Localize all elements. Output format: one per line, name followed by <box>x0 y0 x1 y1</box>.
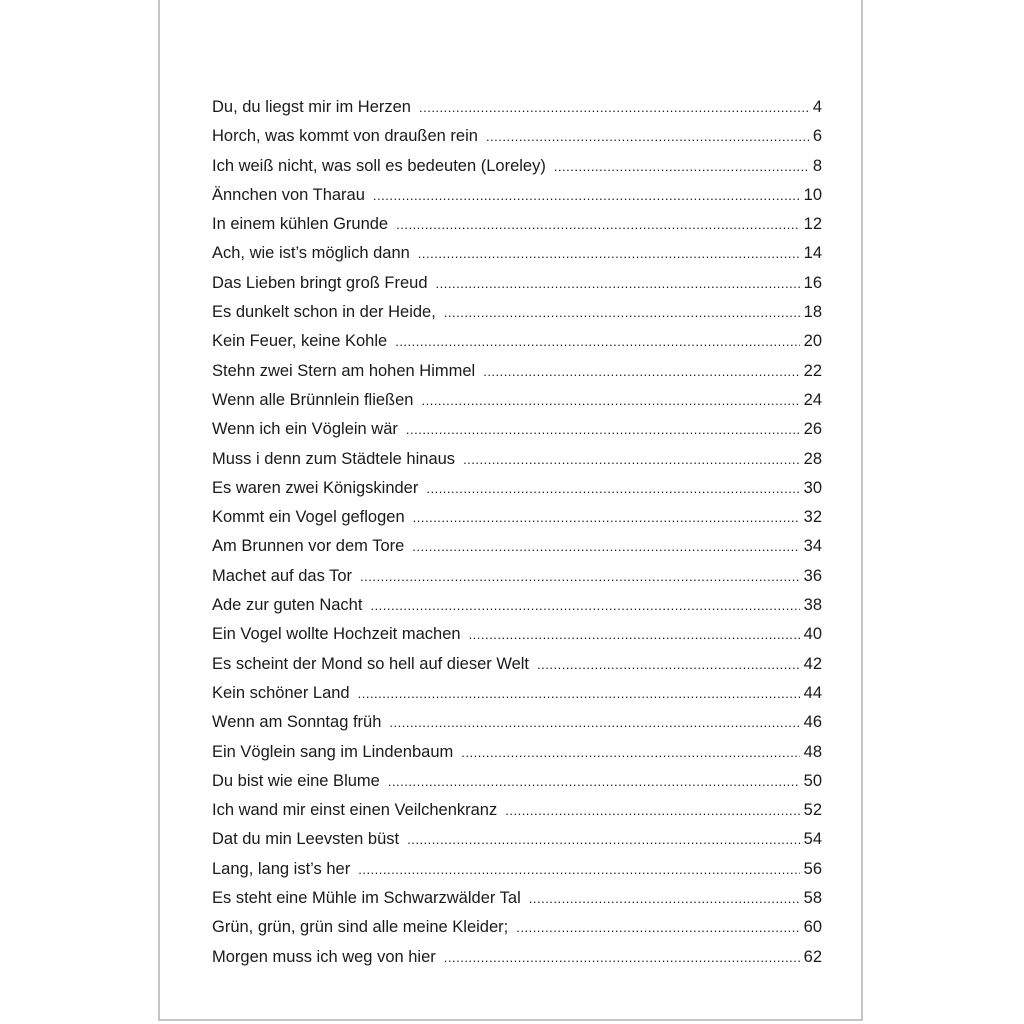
toc-entry-title: Ich wand mir einst einen Veilchenkranz <box>212 801 498 820</box>
dot-leader <box>407 825 800 854</box>
toc-entry-page-number: 58 <box>803 889 822 908</box>
toc-entry-page-number: 10 <box>803 185 822 204</box>
toc-entry-title: Du bist wie eine Blume <box>212 771 380 790</box>
toc-entry <box>212 591 822 620</box>
toc-entry-title: Am Brunnen vor dem Tore <box>212 537 405 556</box>
toc-entry-page-number: 62 <box>803 947 822 966</box>
dot-leader <box>426 474 799 503</box>
dot-leader <box>358 855 799 884</box>
dot-leader <box>554 152 809 181</box>
toc-entry-page-number: 20 <box>803 332 822 351</box>
toc-entry-page-number: 24 <box>803 390 822 409</box>
dot-leader <box>388 767 800 796</box>
dot-leader <box>461 738 799 767</box>
toc-entry-title: Kein schöner Land <box>212 683 350 702</box>
document-page <box>158 0 863 1021</box>
dot-leader <box>483 357 799 386</box>
toc-entry-title: Es dunkelt schon in der Heide, <box>212 303 436 322</box>
dot-leader <box>389 708 799 737</box>
dot-leader <box>436 269 800 298</box>
toc-entry-page-number: 60 <box>803 918 822 937</box>
toc-entry-title: Horch, was kommt von draußen rein <box>212 127 478 146</box>
toc-entry <box>212 913 822 942</box>
toc-entry-page-number: 22 <box>803 361 822 380</box>
toc-entry-page-number: 14 <box>803 244 822 263</box>
toc-entry-page-number: 36 <box>803 566 822 585</box>
toc-entry-page-number: 28 <box>803 449 822 468</box>
toc-entry-page-number: 26 <box>803 420 822 439</box>
toc-entry <box>212 532 822 561</box>
toc-entry <box>212 767 822 796</box>
toc-entry-page-number: 44 <box>803 683 822 702</box>
toc-entry-page-number: 38 <box>803 596 822 615</box>
toc-entry-page-number: 32 <box>803 508 822 527</box>
dot-leader <box>486 122 809 151</box>
toc-entry-page-number: 48 <box>803 742 822 761</box>
toc-entry-page-number: 52 <box>803 801 822 820</box>
toc-entry <box>212 650 822 679</box>
toc-entry-title: Ich weiß nicht, was soll es bedeuten (Loreley) <box>212 156 546 175</box>
toc-entry <box>212 122 822 151</box>
dot-leader <box>370 591 799 620</box>
toc-entry <box>212 503 822 532</box>
toc-entry-page-number: 4 <box>812 98 822 116</box>
toc-entry <box>212 239 822 268</box>
dot-leader <box>360 562 800 591</box>
toc-entry-title: Es scheint der Mond so hell auf dieser Welt <box>212 654 530 673</box>
toc-entry <box>212 855 822 884</box>
toc-entry-page-number: 8 <box>812 156 822 175</box>
toc-entry-page-number: 50 <box>803 771 822 790</box>
toc-entry <box>212 796 822 825</box>
toc-entry <box>212 93 822 122</box>
toc-entry-title: Es waren zwei Königskinder <box>212 478 419 497</box>
toc-entry-page-number: 34 <box>803 537 822 556</box>
toc-entry <box>212 679 822 708</box>
toc-entry <box>212 562 822 591</box>
toc-entry-title: Ach, wie ist’s möglich dann <box>212 244 410 263</box>
toc-entry-page-number: 30 <box>803 478 822 497</box>
dot-leader <box>444 943 800 972</box>
toc-entry <box>212 943 822 972</box>
dot-leader <box>529 884 800 913</box>
dot-leader <box>419 93 809 122</box>
toc-entry-title: Kommt ein Vogel geflogen <box>212 508 405 527</box>
dot-leader <box>413 503 800 532</box>
toc-entry <box>212 738 822 767</box>
dot-leader <box>418 239 800 268</box>
dot-leader <box>516 913 799 942</box>
toc-entry-title: Ein Vogel wollte Hochzeit machen <box>212 625 461 644</box>
toc-entry-page-number: 46 <box>803 713 822 732</box>
toc-entry-title: Ade zur guten Nacht <box>212 596 363 615</box>
toc-entry-title: Wenn alle Brünnlein fließen <box>212 390 414 409</box>
toc-entry <box>212 210 822 239</box>
toc-entry-title: Dat du min Leevsten büst <box>212 830 400 849</box>
dot-leader <box>373 181 800 210</box>
toc-entry-page-number: 42 <box>803 654 822 673</box>
toc-entry <box>212 474 822 503</box>
toc-entry-title: Stehn zwei Stern am hohen Himmel <box>212 361 476 380</box>
toc-entry-title: In einem kühlen Grunde <box>212 215 389 234</box>
toc-entry-page-number: 12 <box>803 215 822 234</box>
dot-leader <box>463 445 800 474</box>
toc-entry-title: Wenn ich ein Vöglein wär <box>212 420 398 439</box>
toc-entry-title: Kein Feuer, keine Kohle <box>212 332 388 351</box>
toc-entry <box>212 152 822 181</box>
toc-entry-title: Das Lieben bringt groß Freud <box>212 273 428 292</box>
toc-entry-title: Muss i denn zum Städtele hinaus <box>212 449 456 468</box>
toc-entry <box>212 445 822 474</box>
toc-entry-title: Es steht eine Mühle im Schwarzwälder Tal <box>212 889 521 908</box>
toc-entry <box>212 825 822 854</box>
toc-entry <box>212 269 822 298</box>
toc-entry <box>212 708 822 737</box>
toc-entry-page-number: 16 <box>803 273 822 292</box>
toc-entry <box>212 298 822 327</box>
toc-entry-title: Machet auf das Tor <box>212 566 353 585</box>
toc-entry-page-number: 18 <box>803 303 822 322</box>
toc-entry <box>212 415 822 444</box>
toc-entry-title: Lang, lang ist’s her <box>212 859 351 878</box>
dot-leader <box>358 679 800 708</box>
dot-leader <box>396 210 800 239</box>
toc-entry <box>212 327 822 356</box>
toc-entry <box>212 181 822 210</box>
toc-entry-title: Grün, grün, grün sind alle meine Kleider; <box>212 918 509 937</box>
toc-entry-title: Ännchen von Tharau <box>212 185 365 204</box>
toc-entry-page-number: 56 <box>803 859 822 878</box>
toc-entry <box>212 386 822 415</box>
dot-leader <box>421 386 799 415</box>
toc-entry <box>212 357 822 386</box>
toc-entry-page-number: 40 <box>803 625 822 644</box>
toc-entry <box>212 884 822 913</box>
table-of-contents <box>212 93 822 972</box>
dot-leader <box>537 650 800 679</box>
dot-leader <box>505 796 799 825</box>
toc-entry-page-number: 6 <box>812 127 822 146</box>
toc-entry <box>212 620 822 649</box>
toc-entry-title: Wenn am Sonntag früh <box>212 713 382 732</box>
dot-leader <box>469 620 800 649</box>
toc-entry-title: Ein Vöglein sang im Lindenbaum <box>212 742 454 761</box>
toc-entry-page-number: 54 <box>803 830 822 849</box>
dot-leader <box>395 327 799 356</box>
dot-leader <box>412 532 799 561</box>
toc-entry-title: Du, du liegst mir im Herzen <box>212 98 411 116</box>
dot-leader <box>406 415 800 444</box>
dot-leader <box>444 298 800 327</box>
toc-entry-title: Morgen muss ich weg von hier <box>212 947 436 966</box>
